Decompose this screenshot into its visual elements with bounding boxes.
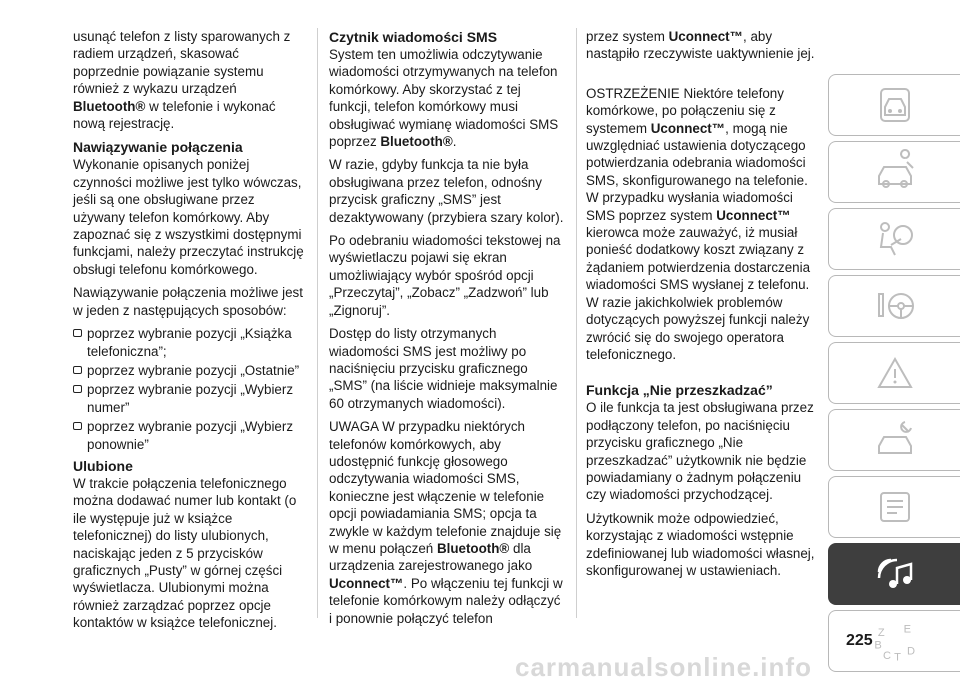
column-divider xyxy=(317,28,318,618)
wrench-car-icon xyxy=(871,416,919,464)
paragraph: przez system Uconnect™, aby nastąpiło rzeczywiste uaktywnienie jej. xyxy=(586,29,815,62)
list-item: poprzez wybranie pozycji „Ostatnie” xyxy=(73,362,307,379)
column-divider xyxy=(576,28,577,618)
column-3 xyxy=(586,28,818,585)
paragraph: Dostęp do listy otrzymanych wiadomości SMS jest możliwy po naciśnięciu przycisku graficznego „SMS” (na liście widnieje maksymalnie 60 otrzymanych wiadomości). xyxy=(329,326,558,411)
page-number: 225 xyxy=(846,632,873,649)
steering-wheel-icon xyxy=(871,282,919,330)
paragraph: W razie, gdyby funkcja ta nie była obsługiwana przez telefon, odnośny przycisk graficzny „SMS” jest dezaktywowany (przybiera szary kolor). xyxy=(329,157,564,225)
tab-letter: B xyxy=(873,639,882,652)
warning-triangle-icon xyxy=(871,349,919,397)
heading-sms: Czytnik wiadomości SMS xyxy=(329,29,498,45)
list-item: poprzez wybranie pozycji „Wybierz ponownie” xyxy=(73,418,307,453)
paragraph: usunąć telefon z listy sparowanych z radiem urządzeń, skasować poprzednie powiązanie systemu również z wykazu urządzeń Bluetooth® w telefonie i wykonać nową rejestrację. xyxy=(73,29,291,132)
paragraph: W trakcie połączenia telefonicznego można dodawać numer lub kontakt (o ile występuje już w książce telefonicznej) do listy ulubionych, naciskając jeden z 5 przycisków graficznych „Pusty” w górnej części wyświetlacza. Ulubionymi można również zarządzać poprzez opcje kontaktów w książce telefonicznej. xyxy=(73,475,297,631)
tab-technical-data[interactable] xyxy=(828,476,960,538)
watermark-text: carmanualsonline.info xyxy=(515,652,812,682)
checkbox-bullet-icon xyxy=(73,329,82,337)
heading-nawiazywanie: Nawiązywanie połączenia xyxy=(73,139,243,156)
tab-letter: E xyxy=(903,623,911,636)
tab-letter: C xyxy=(882,650,891,662)
list-item: poprzez wybranie pozycji „Wybierz numer” xyxy=(73,381,307,416)
tab-multimedia[interactable] xyxy=(828,543,960,605)
column-2 xyxy=(329,28,565,633)
checkbox-bullet-icon xyxy=(73,422,82,430)
paragraph: Użytkownik może odpowiedzieć, korzystając z wiadomości wstępnie zdefiniowanej lub wiadomości własnej, skonfigurowanej w ustawieniach. xyxy=(586,510,815,578)
car-key-icon xyxy=(871,148,919,196)
paragraph: Po odebraniu wiadomości tekstowej na wyświetlaczu pojawi się ekran umożliwiający wybór spośród opcji „Przeczytaj”, „Zobacz” „Zadzwoń” lub „Zignoruj”. xyxy=(329,233,561,318)
tab-car[interactable] xyxy=(828,141,960,203)
tab-safety[interactable] xyxy=(828,208,960,270)
tab-emergency[interactable] xyxy=(828,342,960,404)
tab-maintenance[interactable] xyxy=(828,409,960,471)
options-list xyxy=(73,325,307,453)
tab-dashboard[interactable] xyxy=(828,74,960,136)
car-dashboard-icon xyxy=(871,81,919,129)
tab-letter: T xyxy=(893,651,901,664)
tab-letter: Z xyxy=(877,626,885,639)
list-item: poprzez wybranie pozycji „Książka telefoniczna”; xyxy=(73,325,307,360)
chapter-tabs xyxy=(828,74,960,677)
paragraph: O ile funkcja ta jest obsługiwana przez podłączony telefon, po naciśnięciu przycisku graficznego „Nie przeszkadzać” użytkownik nie będzie powiadamiany o żadnym połączeniu czy wiadomości przychodzącej. xyxy=(586,400,814,503)
paragraph: Nawiązywanie połączenia możliwe jest w jeden z następujących sposobów: xyxy=(73,285,303,318)
paragraph: Wykonanie opisanych poniżej czynności możliwe jest tylko wówczas, jeśli są one obsługiwane przez używany telefon komórkowy. Aby zapoznać się z wszystkimi dostępnymi funkcjami, należy przeczytać instrukcję obsługi telefonu komórkowego. xyxy=(73,157,304,277)
multimedia-music-icon xyxy=(871,550,919,598)
heading-ulubione: Ulubione xyxy=(73,457,133,474)
alphabet-index-icon xyxy=(871,617,919,665)
tab-driving[interactable] xyxy=(828,275,960,337)
checkbox-bullet-icon xyxy=(73,385,82,393)
paragraph: OSTRZEŻENIE Niektóre telefony komórkowe, po połączeniu się z systemem Uconnect™, mogą nie uwzględniać ustawienia dotyczącego potwierdzania odebrania wiadomości SMS, skonfigurowanego na telefonie. W przypadku wysłania wiadomości SMS poprzez system Uconnect™ kierowca może zauważyć, iż musiał ponieść dodatkowy koszt związany z żądaniem potwierdzenia dostarczenia wiadomości SMS wysłanej z telefonu. W razie jakichkolwiek problemów dotyczących powyższej funkcji należy zwrócić się do swojego operatora telefonicznego. xyxy=(586,85,811,362)
paragraph: System ten umożliwia odczytywanie wiadomości otrzymywanych na telefon komórkowy. Aby skorzystać z tej funkcji, telefon komórkowy musi obsługiwać wymianę wiadomości SMS poprzez Bluetooth®. xyxy=(329,47,559,150)
column-1 xyxy=(73,28,307,638)
airbag-icon xyxy=(871,215,919,263)
checkbox-bullet-icon xyxy=(73,366,82,374)
heading-nie-przeszkadzac: Funkcja „Nie przeszkadzać” xyxy=(586,382,773,399)
tab-letter: D xyxy=(906,645,915,658)
technical-data-icon xyxy=(871,483,919,531)
paragraph: UWAGA W przypadku niektórych telefonów komórkowych, aby udostępnić funkcję głosowego odczytywania wiadomości SMS, konieczne jest włączenie w telefonie opcji powiadamiania SMS; opcja ta zwykle w każdym telefonie znajduje się w menu połączeń Bluetooth® dla urządzenia zarejestrowanego jako Uconnect™. Po włączeniu tej funkcji w telefonie komórkowym należy odłączyć i ponownie połączyć telefon xyxy=(329,419,563,626)
